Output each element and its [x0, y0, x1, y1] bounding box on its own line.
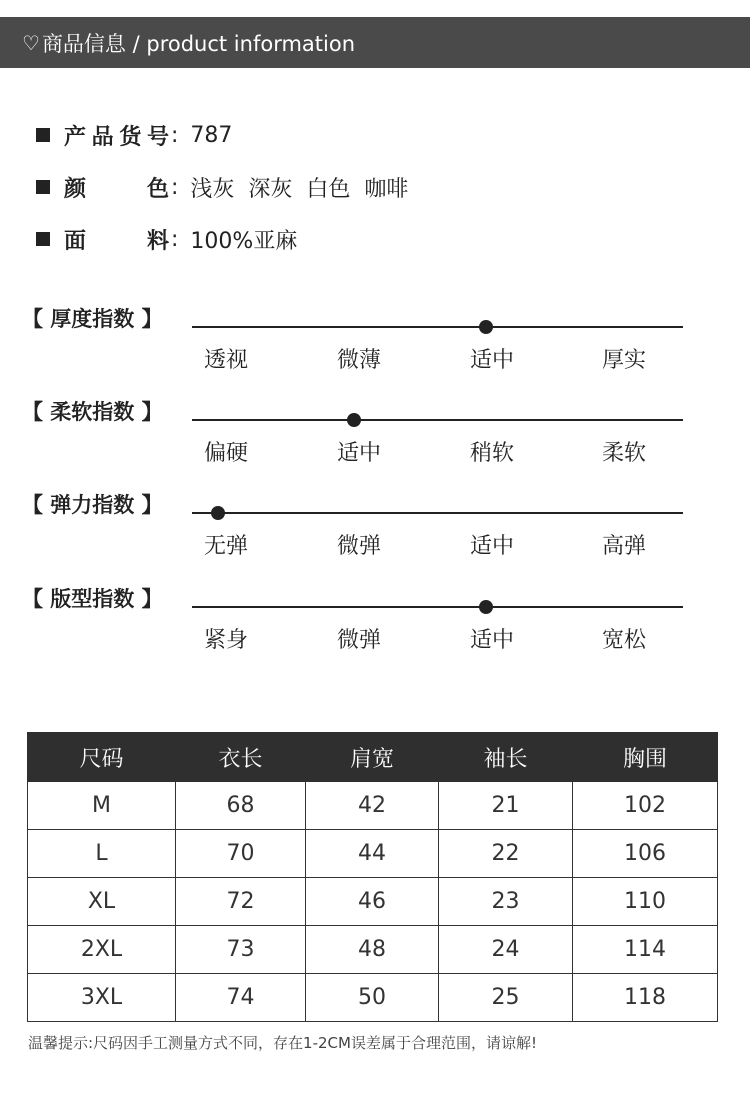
- info-label: 产 品 货 号: [64, 124, 169, 150]
- table-row: [28, 830, 718, 878]
- index-marker-dot: [479, 320, 493, 334]
- table-cell: 48: [306, 926, 439, 974]
- table-cell: 70: [176, 830, 306, 878]
- index-marker-dot: [347, 413, 361, 427]
- table-cell: 118: [573, 974, 718, 1022]
- square-bullet-icon: [36, 128, 50, 142]
- table-cell: 42: [306, 782, 439, 830]
- table-cell: XL: [28, 878, 176, 926]
- index-labels: [192, 343, 683, 373]
- table-cell: 102: [573, 782, 718, 830]
- index-scale-line: [192, 606, 683, 608]
- size-table: [27, 732, 718, 1022]
- square-bullet-icon: [36, 232, 50, 246]
- table-cell: 3XL: [28, 974, 176, 1022]
- index-marker-dot: [479, 600, 493, 614]
- table-row: [28, 878, 718, 926]
- size-note: 温馨提示:尺码因手工测量方式不同，存在1-2CM误差属于合理范围，请谅解!: [28, 1034, 537, 1052]
- index-labels: [192, 623, 683, 653]
- index-scale-line: [192, 512, 683, 514]
- table-cell: 25: [439, 974, 573, 1022]
- square-bullet-icon: [36, 180, 50, 194]
- table-cell: 72: [176, 878, 306, 926]
- table-cell: 74: [176, 974, 306, 1022]
- index-label: 适中: [470, 534, 515, 559]
- table-cell: 46: [306, 878, 439, 926]
- table-header-cell: 衣长: [176, 733, 306, 782]
- table-cell: 114: [573, 926, 718, 974]
- table-row: [28, 974, 718, 1022]
- table-cell: 23: [439, 878, 573, 926]
- section-header: [0, 17, 750, 68]
- index-labels: [192, 529, 683, 559]
- heart-outline-icon: ♡: [22, 30, 40, 55]
- index-label: 高弹: [602, 534, 647, 559]
- index-label: 微薄: [337, 348, 382, 373]
- info-row-material: 面 料 : 100%亚麻: [36, 224, 297, 254]
- table-cell: 73: [176, 926, 306, 974]
- index-marker-dot: [211, 506, 225, 520]
- index-label: 紧身: [204, 628, 249, 653]
- index-label: 微弹: [337, 628, 382, 653]
- table-row: [28, 926, 718, 974]
- table-header-cell: 尺码: [28, 733, 176, 782]
- table-header-cell: 袖长: [439, 733, 573, 782]
- table-cell: M: [28, 782, 176, 830]
- table-header-row: [28, 733, 718, 782]
- section-title: 商品信息 / product information: [41, 31, 356, 56]
- info-row-item-number: 产 品 货 号 : 787: [36, 120, 232, 150]
- index-label: 偏硬: [204, 441, 249, 466]
- index-label: 柔软: [602, 441, 647, 466]
- index-label: 无弹: [204, 534, 249, 559]
- table-cell: 106: [573, 830, 718, 878]
- table-cell: 50: [306, 974, 439, 1022]
- index-label: 宽松: [602, 628, 647, 653]
- info-value: 787: [190, 122, 233, 148]
- index-scale-line: [192, 419, 683, 421]
- table-cell: 22: [439, 830, 573, 878]
- table-header-cell: 肩宽: [306, 733, 439, 782]
- table-cell: L: [28, 830, 176, 878]
- index-label: 适中: [470, 348, 515, 373]
- index-label: 适中: [337, 441, 382, 466]
- index-scale-line: [192, 326, 683, 328]
- table-row: [28, 782, 718, 830]
- table-cell: 44: [306, 830, 439, 878]
- index-title: 【 柔软指数 】: [22, 400, 163, 424]
- index-title: 【 弹力指数 】: [22, 493, 163, 517]
- index-labels: [192, 436, 683, 466]
- info-label: 面 料: [64, 228, 169, 254]
- table-cell: 24: [439, 926, 573, 974]
- index-title: 【 厚度指数 】: [22, 307, 163, 331]
- table-cell: 110: [573, 878, 718, 926]
- index-label: 厚实: [602, 348, 647, 373]
- index-label: 适中: [470, 628, 515, 653]
- table-header-cell: 胸围: [573, 733, 718, 782]
- table-cell: 2XL: [28, 926, 176, 974]
- index-label: 稍软: [470, 441, 515, 466]
- index-label: 透视: [204, 348, 249, 373]
- index-title: 【 版型指数 】: [22, 587, 163, 611]
- info-row-color: 颜 色 : 浅灰 深灰 白色 咖啡: [36, 172, 408, 202]
- index-label: 微弹: [337, 534, 382, 559]
- info-value: 100%亚麻: [190, 228, 298, 254]
- info-value: 浅灰 深灰 白色 咖啡: [190, 176, 409, 202]
- info-label: 颜 色: [64, 176, 169, 202]
- table-cell: 68: [176, 782, 306, 830]
- table-cell: 21: [439, 782, 573, 830]
